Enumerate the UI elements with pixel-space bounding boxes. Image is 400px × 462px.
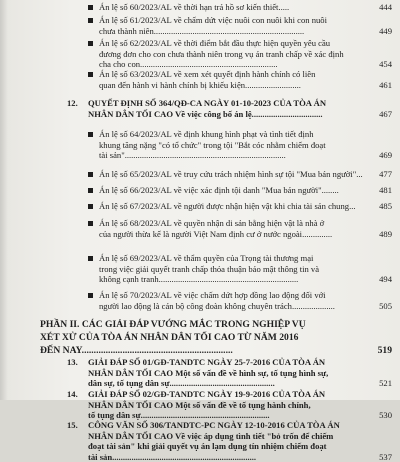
page-number: 449 <box>379 25 392 36</box>
toc-entry <box>0 201 400 212</box>
entry-title-line: Án lệ số 62/2023/AL về thời điểm bắt đầu thực hiện quyền yêu cầu <box>99 38 331 48</box>
toc-entry <box>0 218 400 239</box>
entry-title-line: Án lệ số 70/2023/AL về việc chấm dứt hợp đồng lao động đối với <box>99 290 326 300</box>
entry-title-line: chưa thành niên...................................................................... <box>99 25 305 36</box>
section-number: 14. <box>67 389 78 399</box>
entry-title-line: Án lệ số 63/2023/AL về xem xét quyết định hành chính có liên <box>99 69 316 79</box>
bullet-icon <box>88 256 93 261</box>
bullet-icon <box>88 188 93 193</box>
entry-title-line: dân sự, tố tụng dân sự................................................. <box>88 378 275 389</box>
toc-entry <box>0 185 400 196</box>
bullet-icon <box>88 41 93 46</box>
entry-title-line: Án lệ số 60/2023/AL về thời hạn trả hồ sơ kiến thiết..... <box>99 2 290 12</box>
entry-title-line: trong việc giải quyết tranh chấp thỏa thuận bảo mật thông tin và <box>99 263 320 274</box>
bullet-icon <box>88 132 93 137</box>
entry-title-line: cha cho con................................................................ <box>99 59 278 70</box>
page-number: 469 <box>379 150 392 161</box>
part-heading-line: ĐẾN NAY............................................................... <box>40 345 233 356</box>
part-heading-line: XÉT XỬ CỦA TÒA ÁN NHÂN DÂN TỐI CAO TỪ NĂM 2016 <box>40 332 299 343</box>
entry-title-line: GIẢI ĐÁP SỐ 02/GĐ-TANDTC NGÀY 19-9-2016 CỦA TÒA ÁN <box>88 389 326 399</box>
page-number: 521 <box>379 378 392 389</box>
entry-title-line: QUYẾT ĐỊNH SỐ 364/QĐ-CA NGÀY 01-10-2023 CỦA TÒA ÁN <box>88 98 327 108</box>
entry-title-line: khung tăng nặng "có tổ chức" trong tội "Bắt cóc nhằm chiếm đoạt <box>99 139 326 150</box>
page-number: 467 <box>379 108 392 119</box>
entry-title-line: tài sản................................................................... <box>88 451 257 462</box>
bullet-icon <box>88 204 93 209</box>
bullet-icon <box>88 18 93 23</box>
toc-section <box>0 420 400 462</box>
toc-entry <box>0 15 400 36</box>
entry-title-line: Án lệ số 68/2023/AL về quyền nhận di sản bằng hiện vật là nhà ở <box>99 218 325 228</box>
entry-title-line: người lao động là cán bộ công đoàn không chuyên trách.................... <box>99 300 335 311</box>
page-number: 454 <box>379 59 392 70</box>
page-number: 477 <box>379 169 392 179</box>
section-number: 13. <box>67 357 78 367</box>
part-heading <box>0 318 400 357</box>
toc-section <box>0 98 400 119</box>
bullet-icon <box>88 5 93 10</box>
bullet-icon <box>88 172 93 177</box>
page-number: 461 <box>379 79 392 90</box>
entry-title-line: quan đến hành vi hành chính bị khiếu kiện.......................... <box>99 79 301 90</box>
page-number: 444 <box>379 2 392 12</box>
toc-entry <box>0 38 400 70</box>
section-number: 15. <box>67 420 78 430</box>
entry-title-line: Án lệ số 67/2023/AL về người được nhận hiện vật khi chia tài sản chung... <box>99 201 356 211</box>
toc-entry <box>0 253 400 285</box>
entry-title-line: Án lệ số 65/2023/AL về truy cứu trách nhiệm hình sự tội "Mua bán người"... <box>99 169 363 179</box>
entry-title-line: tố tụng dân sự............................................................ <box>88 410 270 421</box>
toc-entry <box>0 129 400 161</box>
entry-title-line: GIẢI ĐÁP SỐ 01/GĐ-TANDTC NGÀY 25-7-2016 CỦA TÒA ÁN <box>88 357 326 367</box>
entry-title-line: đoạt tài sản" khi giải quyết vụ án lạm dụng tín nhiệm chiếm đoạt <box>88 441 327 452</box>
page-number: 481 <box>379 185 392 195</box>
toc-entry <box>0 2 400 13</box>
page-number: 489 <box>379 228 392 239</box>
toc-section <box>0 357 400 389</box>
entry-title-line: không cạnh tranh................................................................. <box>99 274 299 285</box>
page-number: 519 <box>377 345 392 356</box>
page-number: 494 <box>379 274 392 285</box>
entry-title-line: tài sản"........................................................................... <box>99 150 286 161</box>
page-number: 485 <box>379 201 392 211</box>
entry-title-line: NHÂN DÂN TỐI CAO Một số vấn đề về hình sự, tố tụng hình sự, <box>88 367 329 378</box>
toc-entry <box>0 290 400 311</box>
page-number: 530 <box>379 410 392 421</box>
section-number: 12. <box>67 98 78 108</box>
entry-title-line: của người thừa kế là người Việt Nam định cư ở nước ngoài.............. <box>99 228 333 239</box>
bullet-icon <box>88 72 93 77</box>
bullet-icon <box>88 221 93 226</box>
part-heading-line: PHẦN II. CÁC GIẢI ĐÁP VƯỚNG MẮC TRONG NGHIỆP VỤ <box>40 319 306 330</box>
bullet-icon <box>88 293 93 298</box>
entry-title-line: NHÂN DÂN TỐI CAO Một số vấn đề về tố tụng hành chính, <box>88 399 311 410</box>
toc-entry <box>0 169 400 180</box>
entry-title-line: CÔNG VĂN SỐ 306/TANDTC-PC NGÀY 12-10-2016 CỦA TÒA ÁN <box>88 420 340 430</box>
entry-title-line: NHÂN DÂN TỐI CAO Về việc áp dụng tình tiết "bỏ trốn để chiếm <box>88 430 334 441</box>
entry-title-line: Án lệ số 64/2023/AL về định khung hình phạt và tình tiết định <box>99 129 314 139</box>
page-number: 537 <box>379 451 392 462</box>
entry-title-line: Án lệ số 66/2023/AL về việc xác định tội danh "Mua bán người"........ <box>99 185 339 195</box>
toc-entry <box>0 69 400 90</box>
entry-title-line: đương đơn cho con chưa thành niên trong vụ án tranh chấp về xác định <box>99 48 344 59</box>
entry-title-line: Án lệ số 61/2023/AL về chấm dứt việc nuôi con nuôi khi con nuôi <box>99 15 327 25</box>
entry-title-line: NHÂN DÂN TỐI CAO Về việc công bố án lệ................................. <box>88 108 323 119</box>
toc-section <box>0 389 400 421</box>
entry-title-line: Án lệ số 69/2023/AL về thẩm quyền của Trọng tài thương mại <box>99 253 314 263</box>
page-number: 505 <box>379 300 392 311</box>
